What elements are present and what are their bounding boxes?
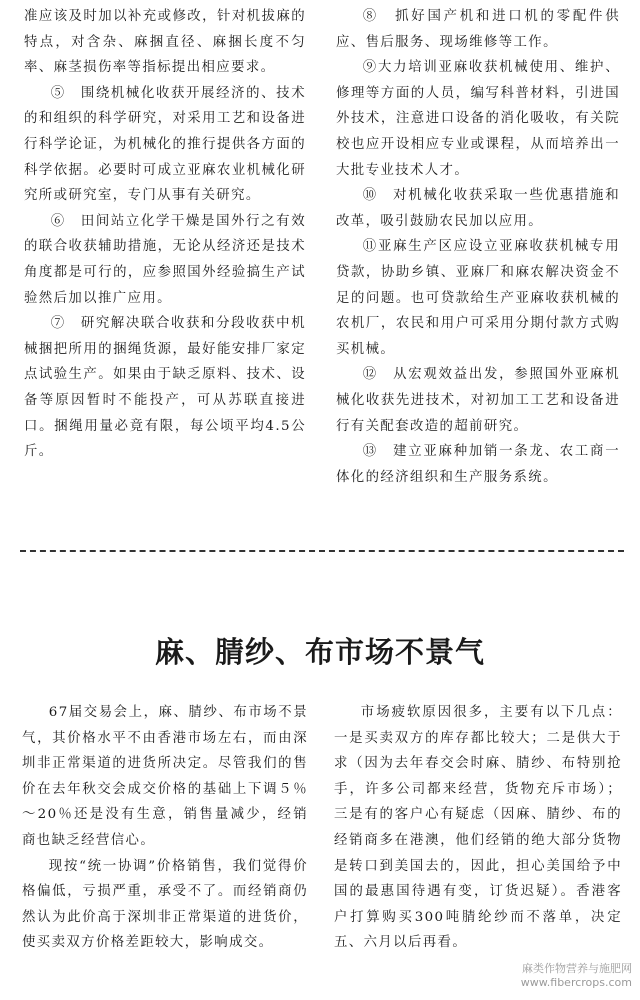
watermark-url: www.fibercrops.com xyxy=(520,976,632,989)
paragraph: ⑦ 研究解决联合收获和分段收获中机械捆把所用的捆绳货源，最好能安排厂家定点试验生产。如果由于缺乏原料、技术、设备等原因暂时不能投产，可从苏联直接进口。捆绳用量必竟有限，每公顷平均4.5公斤。 xyxy=(24,316,306,460)
bottom-left-column xyxy=(22,700,308,956)
bottom-right-column xyxy=(334,700,622,956)
paragraph: 市场疲软原因很多，主要有以下几点：一是买卖双方的库存都比较大；二是供大于求（因为去年春交会时麻、腈纱、布特别抢手，许多公司都来经营，货物充斥市场）；三是有的客户心有疑虑（因麻、腈纱、布的经销商多在港澳，他们经销的绝大部分货物是转口到美国去的，因此，担心美国给予中国的最惠国待遇有变，订货迟疑）。香港客户打算购买300吨腈纶纱而不落单，决定五、六月以后再看。 xyxy=(334,705,622,951)
site-watermark xyxy=(521,962,632,990)
paragraph: ⑩ 对机械化收获采取一些优惠措施和改革，吸引鼓励农民加以应用。 xyxy=(336,188,620,229)
article-headline: 麻、腈纱、布市场不景气 xyxy=(154,635,485,669)
paragraph: ⑨大力培训亚麻收获机械使用、维护、修理等方面的人员，编写科普材料，引进国外技术，注意进口设备的消化吸收，有关院校也应开设相应专业或课程，从而培养出一大批专业技术人才。 xyxy=(336,60,620,178)
paragraph: ⑧ 抓好国产机和进口机的零配件供应、售后服务、现场维修等工作。 xyxy=(336,9,620,50)
top-right-column xyxy=(336,4,620,490)
paragraph: 现按“统一协调”价格销售，我们觉得价格偏低，亏损严重，承受不了。而经销商仍然认为此价高于深圳非正常渠道的进货价，使买卖双方价格差距较大，影响成交。 xyxy=(22,858,308,951)
top-left-column xyxy=(24,4,306,465)
paragraph: 准应该及时加以补充或修改，针对机拔麻的特点，对含杂、麻捆直径、麻捆长度不匀率、麻茎损伤率等指标提出相应要求。 xyxy=(24,9,306,76)
paragraph: ⑬ 建立亚麻种加销一条龙、农工商一体化的经济组织和生产服务系统。 xyxy=(336,444,620,485)
section-divider xyxy=(20,550,624,552)
paragraph: ⑤ 围绕机械化收获开展经济的、技术的和组织的科学研究，对采用工艺和设备进行科学论证，为机械化的推行提供各方面的科学依据。必要时可成立亚麻农业机械化研究所或研究室，专门从事有关研究。 xyxy=(24,85,306,204)
watermark-site-name: 麻类作物营养与施肥网 xyxy=(522,962,632,975)
paragraph: 67届交易会上，麻、腈纱、布市场不景气，其价格水平不由香港市场左右，而由深圳非正常渠道的进货所决定。尽管我们的售价在去年秋交会成交价格的基础上下调５％～20％还是没有生意，销售量减少，经销商也缺乏经营信心。 xyxy=(22,705,308,848)
paragraph: ⑪亚麻生产区应设立亚麻收获机械专用贷款，协助乡镇、亚麻厂和麻农解决资金不足的问题。也可贷款给生产亚麻收获机械的农机厂，农民和用户可采用分期付款方式购买机械。 xyxy=(336,239,620,357)
paragraph: ⑥ 田间站立化学干燥是国外行之有效的联合收获辅助措施，无论从经济还是技术角度都是可行的，应参照国外经验搞生产试验然后加以推广应用。 xyxy=(24,213,306,306)
paragraph: ⑫ 从宏观效益出发，参照国外亚麻机械化收获先进技术，对初加工工艺和设备进行有关配套改造的超前研究。 xyxy=(336,367,620,434)
